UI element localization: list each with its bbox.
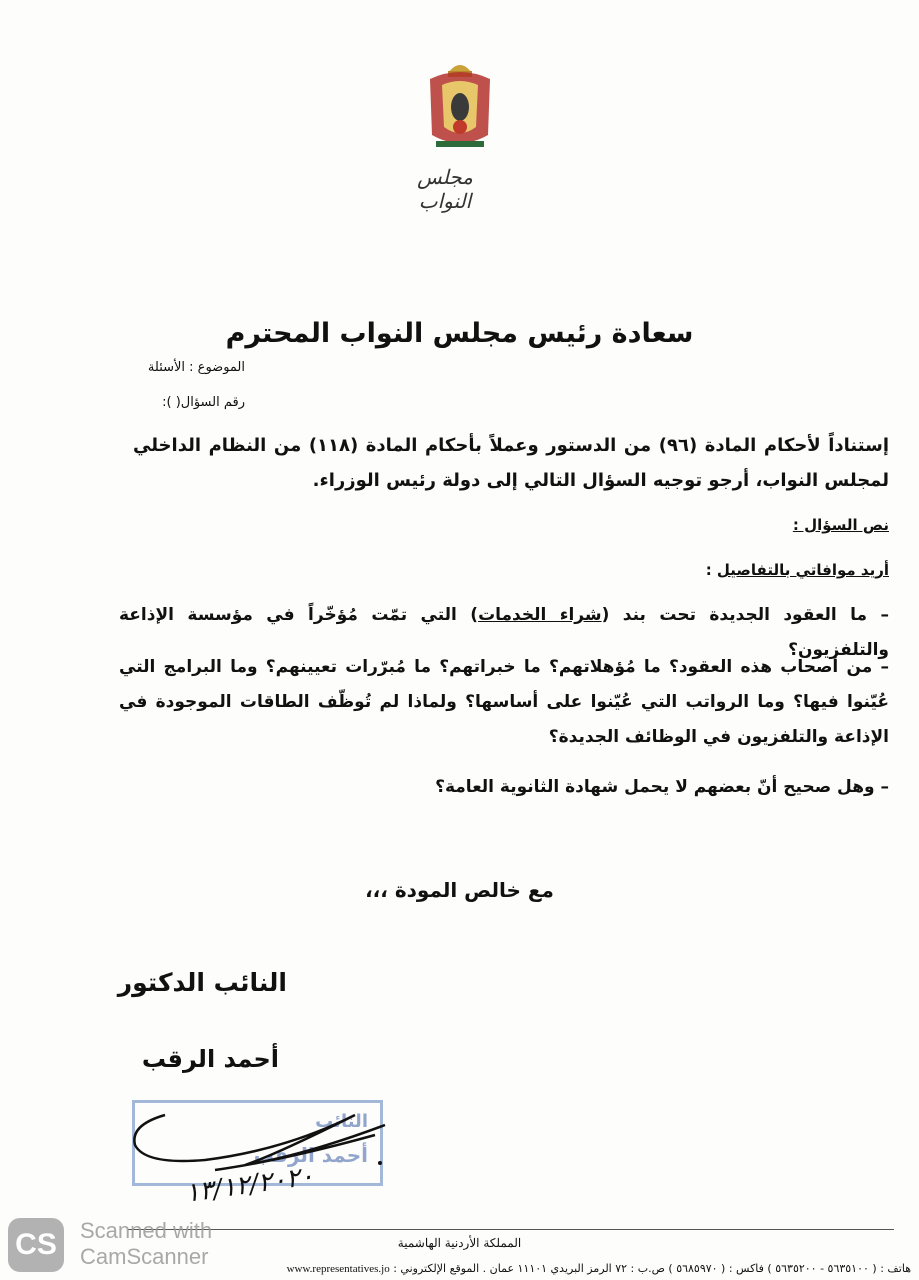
watermark-line-1: Scanned with [80,1218,213,1243]
intro-paragraph: إستناداً لأحكام المادة (٩٦) من الدستور وعملاً بأحكام المادة (١١٨) من النظام الداخلي لمجلس النواب، أرجو توجيه السؤال التالي إلى دولة رئيس الوزراء. [133,435,889,491]
signer-name: أحمد الرقب [141,1045,279,1073]
question-number: رقم السؤال( ): [162,395,245,410]
question-item: – من أصحاب هذه العقود؟ ما مُؤهلاتهم؟ ما خبراتهم؟ ما مُبرّرات تعيينهم؟ وما البرامج التي عُيّنوا فيها؟ وما الرواتب التي عُيّنوا على أساسها؟ ولماذا لم تُوظّف الطاقات الموجودة في الإذاعة والتلفزيون في الوظائف الجديدة؟ [119,657,889,747]
website-link: www.representatives.jo [286,1263,390,1275]
details-suffix: : [705,561,717,579]
letter-title: سعادة رئيس مجلس النواب المحترم [225,318,694,349]
stamp-line-1: النائب [315,1111,368,1132]
signer-title: النائب الدكتور [117,968,287,997]
q1-underlined-term: شراء الخدمات [478,605,602,625]
footer-divider [128,1229,894,1230]
footer-contact [287,1262,911,1275]
stamp-line-2: أحمد الرقب [253,1143,368,1167]
question-heading: نص السؤال : [792,516,889,534]
camscanner-watermark [80,1218,212,1270]
footer-kingdom: المملكة الأردنية الهاشمية [397,1236,522,1250]
details-prefix: أريد موافاتي بالتفاصيل [716,561,889,579]
q1-text-end: ) التي تمّت مُؤخّراً في مؤسسة الإذاعة والتلفزيون؟ [119,605,889,660]
question-item: – وهل صحيح أنّ بعضهم لا يحمل شهادة الثانوية العامة؟ [435,777,889,797]
coat-of-arms-icon [418,55,502,155]
institution-logo: مجلس النواب [417,165,473,213]
details-request [133,553,889,588]
closing-line: مع خالص المودة ،،، [365,878,554,902]
watermark-line-2: CamScanner [80,1244,209,1269]
subject-line: الموضوع : الأسئلة [147,360,245,375]
q1-text-start: – ما العقود الجديدة تحت بند ( [601,605,889,625]
camscanner-logo: CS [8,1218,64,1272]
handwritten-date: ١٣/١٢/٢٠٢٠ [183,1161,316,1209]
contact-details: هاتف : ( ٥٦٣٥١٠٠ - ٥٦٣٥٢٠٠ ) فاكس : ( ٥٦٨٥٩٧٠ ) ص.ب : ٧٢ الرمز البريدي ١١١٠١ عمان . الموقع الإلكتروني : [389,1262,911,1275]
